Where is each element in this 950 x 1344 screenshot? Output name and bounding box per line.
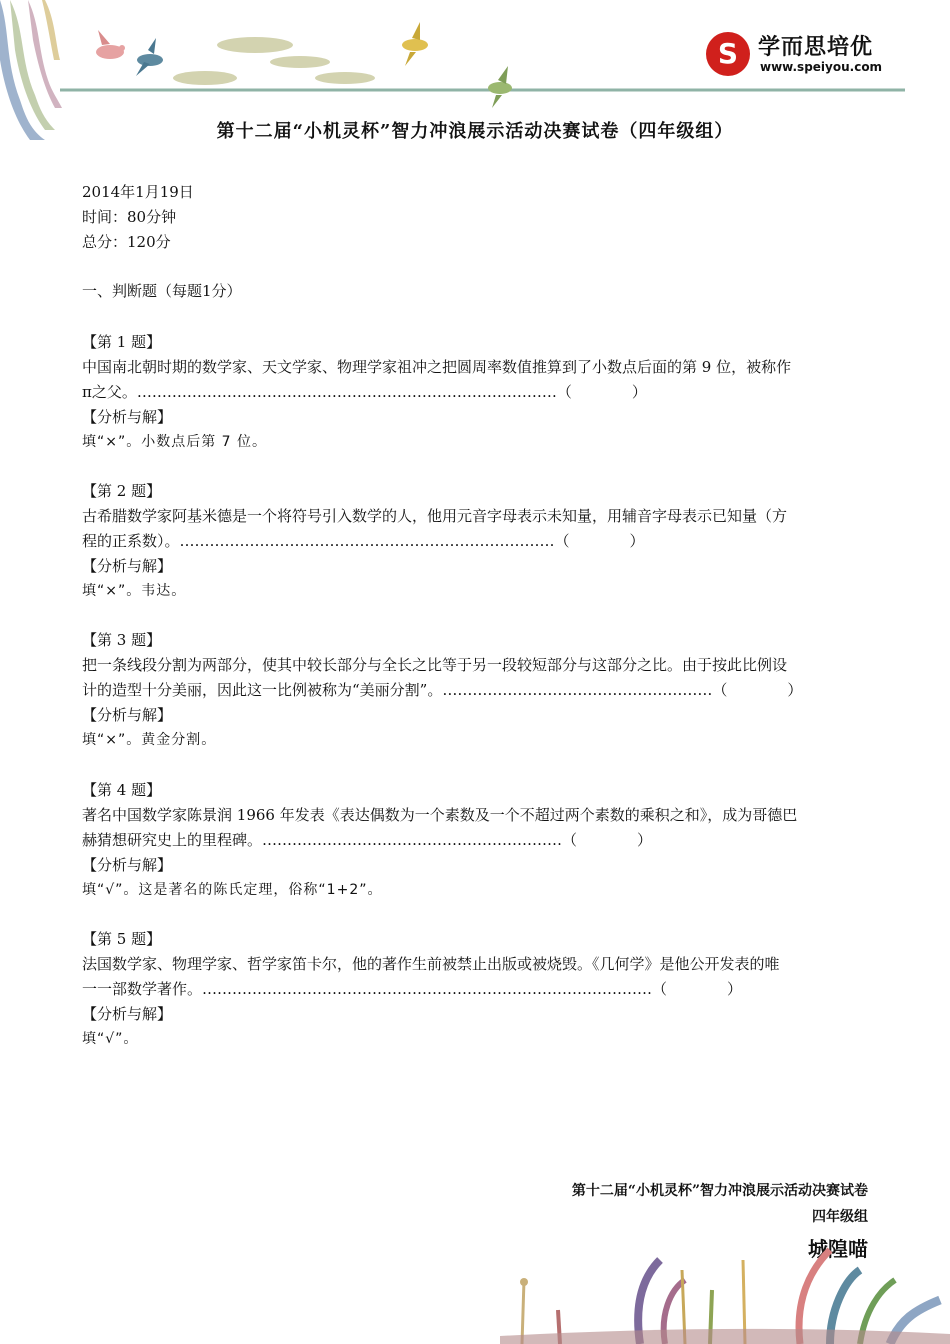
exam-time: 时间：80分钟	[82, 208, 177, 226]
analysis-heading: 【分析与解】	[82, 408, 173, 426]
analysis-answer: 填“√”。这是著名的陈氏定理，俗称“1+2”。	[82, 882, 383, 898]
analysis-heading: 【分析与解】	[82, 557, 173, 575]
question-text-line: 程的正系数）。…………………………………………………………………（ ）	[82, 532, 645, 550]
question-block	[82, 330, 872, 455]
question-heading: 【第 1 题】	[82, 333, 162, 351]
question-text-line: 著名中国数学家陈景润 1966 年发表《表达偶数为一个素数及一个不超过两个素数的乘积之和》，成为哥德巴	[82, 806, 798, 824]
brand-url: www.speiyou.com	[760, 60, 883, 74]
analysis-answer: 填“×”。黄金分割。	[82, 732, 217, 748]
exam-date: 2014年1月19日	[82, 183, 194, 201]
footer-author: 城隍喵	[808, 1237, 868, 1261]
question-text-line: 中国南北朝时期的数学家、天文学家、物理学家祖冲之把圆周率数值推算到了小数点后面的第 9 位，被称作	[82, 358, 792, 376]
section-title: 一、判断题（每题1分）	[82, 282, 242, 300]
document-title: 第十二届“小机灵杯”智力冲浪展示活动决赛试卷（四年级组）	[216, 121, 734, 142]
bird-icon	[488, 66, 512, 108]
question-heading: 【第 3 题】	[82, 631, 162, 649]
footer-title: 第十二届“小机灵杯”智力冲浪展示活动决赛试卷	[571, 1183, 868, 1199]
question-block	[82, 479, 872, 604]
analysis-answer: 填“×”。小数点后第 7 位。	[82, 434, 268, 450]
analysis-heading: 【分析与解】	[82, 856, 173, 874]
analysis-heading: 【分析与解】	[82, 706, 173, 724]
question-text-line: 一一部数学著作。………………………………………………………………………………（ ）	[82, 980, 743, 998]
analysis-heading: 【分析与解】	[82, 1005, 173, 1023]
exam-meta	[82, 180, 194, 255]
question-text-line: 把一条线段分割为两部分，使其中较长部分与全长之比等于另一段较短部分与这部分之比。由于按此比例设	[82, 656, 788, 674]
footer-plant-illustration	[500, 1240, 950, 1344]
brand-logo	[706, 30, 896, 80]
footer-grade: 四年级组	[812, 1209, 868, 1225]
bird-icon	[402, 22, 428, 66]
question-heading: 【第 5 题】	[82, 930, 162, 948]
question-heading: 【第 2 题】	[82, 482, 162, 500]
question-block	[82, 927, 872, 1052]
bird-icon	[136, 38, 163, 76]
question-text-line: π之父。…………………………………………………………………………（ ）	[82, 383, 647, 401]
question-text-line: 法国数学家、物理学家、哲学家笛卡尔，他的著作生前被禁止出版或被烧毁。《几何学》是他公开发表的唯	[82, 955, 780, 973]
question-block	[82, 778, 872, 903]
analysis-answer: 填“×”。韦达。	[82, 583, 187, 599]
brand-name: 学而思培优	[758, 35, 874, 60]
plant-icon	[500, 1250, 950, 1344]
question-text-line: 赫猜想研究史上的里程碑。……………………………………………………（ ）	[82, 831, 653, 849]
cloud-icon	[173, 37, 375, 85]
analysis-answer: 填“√”。	[82, 1031, 139, 1047]
question-block	[82, 628, 872, 753]
brand-logo-icon: S	[706, 32, 750, 76]
question-text-line: 古希腊数学家阿基米德是一个将符号引入数学的人，他用元音字母表示未知量，用辅音字母表示已知量（方	[82, 507, 788, 525]
exam-score: 总分：120分	[82, 233, 171, 251]
question-text-line: 计的造型十分美丽，因此这一比例被称为“美丽分割”。………………………………………………（ ）	[82, 681, 803, 699]
question-heading: 【第 4 题】	[82, 781, 162, 799]
bird-icon	[96, 30, 125, 59]
